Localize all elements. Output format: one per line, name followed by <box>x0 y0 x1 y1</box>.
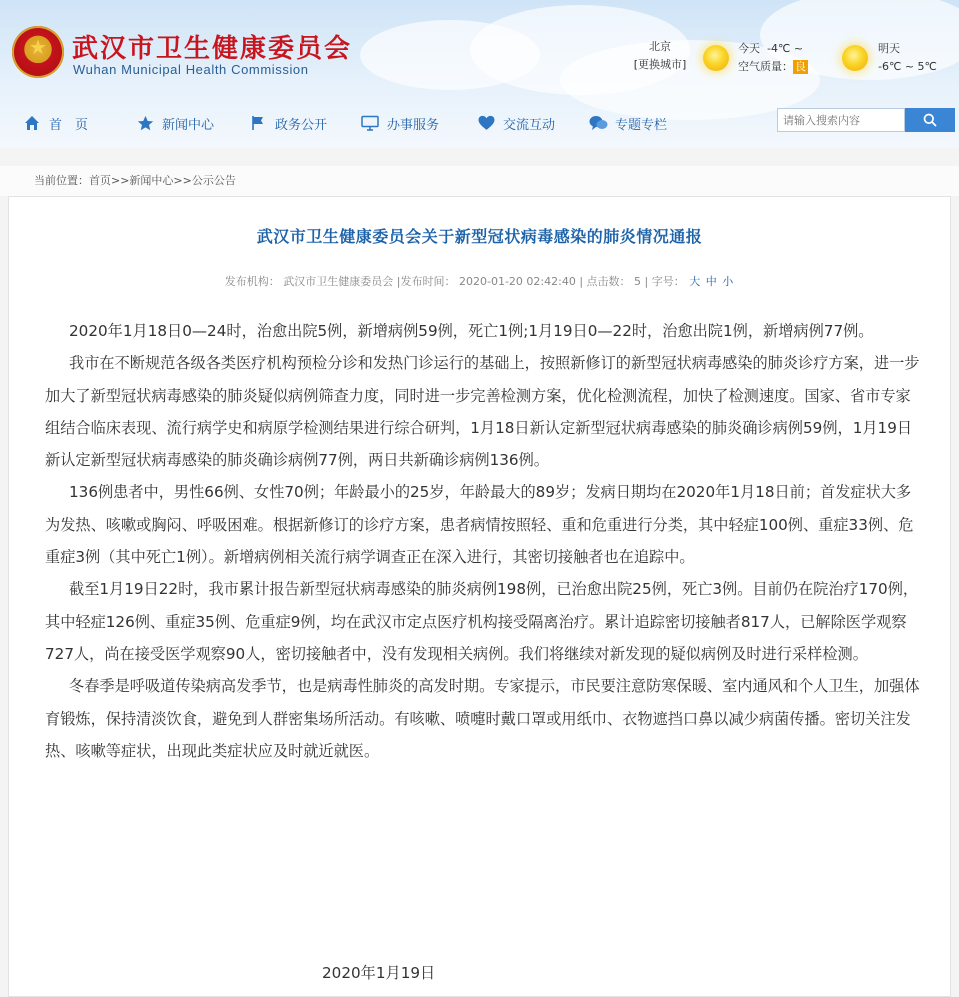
breadcrumb[interactable]: 当前位置：首页>>新闻中心>>公示公告 <box>34 174 236 187</box>
national-emblem-logo[interactable] <box>12 26 64 78</box>
font-size-large-link[interactable]: 大 <box>689 275 701 288</box>
font-size-medium-link[interactable]: 中 <box>705 275 717 288</box>
meta-time-label: |发布时间： <box>396 275 456 288</box>
weather-city-name: 北京 <box>649 40 671 53</box>
star-icon <box>135 113 155 133</box>
nav-item-label: 首 页 <box>49 117 89 133</box>
flag-icon <box>248 113 268 133</box>
home-icon <box>22 113 42 133</box>
article-date: 2020年1月19日 <box>322 964 436 982</box>
article-body <box>45 315 920 767</box>
weather-today <box>738 40 808 76</box>
nav-item-label: 新闻中心 <box>162 117 215 133</box>
meta-clicks-label: | 点击数： <box>579 275 631 288</box>
search-icon <box>923 113 937 127</box>
meta-font-label: | 字号： <box>644 275 685 288</box>
nav-item-label: 政务公开 <box>275 117 328 133</box>
meta-publisher: 武汉市卫生健康委员会 <box>283 275 394 288</box>
weather-tomorrow <box>878 40 937 76</box>
nav-item-news[interactable] <box>135 105 214 141</box>
nav-item-services[interactable] <box>360 105 439 141</box>
site-title[interactable]: 武汉市卫生健康委员会 <box>72 34 353 64</box>
nav-item-interaction[interactable] <box>476 105 555 141</box>
meta-time: 2020-01-20 02:42:40 <box>458 275 576 288</box>
article-paragraph: 冬春季是呼吸道传染病高发季节，也是病毒性肺炎的高发时期。专家提示，市民要注意防寒保暖、室内通风和个人卫生，加强体育锻炼，保持清淡饮食，避免到人群密集场所活动。有咳嗽、喷嚏时戴口罩或用纸巾、衣物遮挡口鼻以减少病菌传播。密切关注发热、咳嗽等症状，出现此类症状应及时就近就医。 <box>45 677 920 760</box>
article-paragraph: 2020年1月18日0—24时，治愈出院5例，新增病例59例，死亡1例;1月19日0—22时，治愈出院1例，新增病例77例。 <box>69 322 874 340</box>
site-title-english: Wuhan Municipal Health Commission <box>73 62 309 77</box>
meta-publisher-label: 发布机构： <box>224 275 280 288</box>
nav-item-government-affairs[interactable] <box>248 105 327 141</box>
article-paragraph: 136例患者中，男性66例、女性70例；年龄最小的25岁，年龄最大的89岁；发病日期均在2020年1月18日前；首发症状大多为发热、咳嗽或胸闷、呼吸困难。根据新修订的诊疗方案，患者病情按照轻、重和危重进行分类，其中轻症100例、重症33例、危重症3例（其中死亡1例）。新增病例相关流行病学调查正在深入进行，其密切接触者也在追踪中。 <box>45 483 914 567</box>
monitor-icon <box>360 113 380 133</box>
nav-item-special-topics[interactable] <box>588 105 667 141</box>
nav-item-label: 专题专栏 <box>615 117 668 133</box>
chat-icon <box>588 113 608 133</box>
tomorrow-temp: -6℃ ~ 5℃ <box>878 60 937 73</box>
today-label: 今天 <box>738 42 760 55</box>
search-input[interactable] <box>777 108 905 132</box>
meta-clicks: 5 <box>634 275 642 288</box>
font-size-small-link[interactable]: 小 <box>722 275 734 288</box>
nav-item-label: 交流互动 <box>503 117 556 133</box>
tomorrow-label: 明天 <box>878 42 900 55</box>
search-button[interactable] <box>905 108 955 132</box>
today-temp: -4℃ ~ <box>767 42 804 55</box>
nav-item-label: 办事服务 <box>387 117 440 133</box>
sun-icon <box>703 45 729 71</box>
heart-icon <box>476 113 496 133</box>
article-title: 武汉市卫生健康委员会关于新型冠状病毒感染的肺炎情况通报 <box>256 227 703 246</box>
weather-city <box>630 38 690 74</box>
article-paragraph: 截至1月19日22时，我市累计报告新型冠状病毒感染的肺炎病例198例，已治愈出院25例，死亡3例。目前仍在院治疗170例，其中轻症126例、重症35例、危重症9例，均在武汉市定点医疗机构接受隔离治疗。累计追踪密切接触者817人，已解除医学观察727人，尚在接受医学观察90人，密切接触者中，没有发现相关病例。我们将继续对新发现的疑似病例及时进行采样检测。 <box>45 580 919 663</box>
change-city-link[interactable]: [更换城市] <box>633 58 687 71</box>
nav-item-home[interactable] <box>22 105 88 141</box>
air-quality-label: 空气质量： <box>738 60 793 73</box>
sun-icon <box>842 45 868 71</box>
air-quality-badge: 良 <box>795 60 806 73</box>
article-meta <box>0 274 959 290</box>
site-header <box>0 0 959 148</box>
article-paragraph: 我市在不断规范各级各类医疗机构预检分诊和发热门诊运行的基础上，按照新修订的新型冠状病毒感染的肺炎诊疗方案，进一步加大了新型冠状病毒感染的肺炎疑似病例筛查力度，同时进一步完善检测方案，优化检测流程，加快了检测速度。国家、省市专家组结合临床表现、流行病学史和病原学检测结果进行综合研判，1月18日新认定新型冠状病毒感染的肺炎确诊病例59例，1月19日新认定新型冠状病毒感染的肺炎确诊病例77例，两日共新确诊病例136例。 <box>45 354 920 470</box>
